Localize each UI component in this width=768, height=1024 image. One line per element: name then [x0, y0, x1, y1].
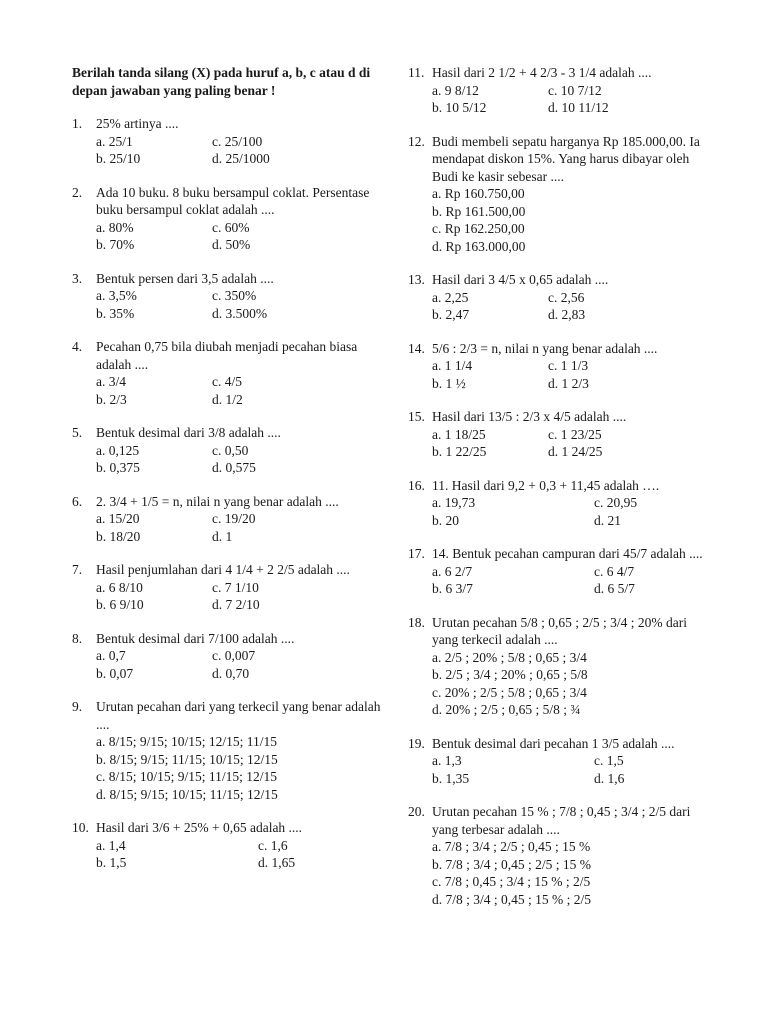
question-text: Urutan pecahan dari yang terkecil yang benar adalah ....: [96, 699, 381, 732]
answer-option[interactable]: d. 50%: [212, 237, 251, 252]
question-number: 5.: [72, 425, 83, 440]
answer-option[interactable]: c. 0,007: [212, 648, 256, 663]
question-number: 13.: [408, 272, 425, 287]
answer-option[interactable]: c. 1 1/3: [548, 358, 589, 373]
answer-option[interactable]: b. 10 5/12: [432, 100, 487, 115]
answer-option[interactable]: b. 35%: [96, 305, 135, 321]
question-item: [408, 614, 708, 719]
question-text: 14. Bentuk pecahan campuran dari 45/7 adalah ....: [432, 546, 703, 561]
answer-options: [72, 579, 382, 614]
answer-options: [408, 82, 708, 117]
question-number: 8.: [72, 630, 83, 646]
answer-options: [408, 838, 708, 908]
answer-option[interactable]: d. 2,83: [548, 307, 586, 322]
answer-option[interactable]: d. Rp 163.000,00: [432, 238, 526, 254]
answer-option[interactable]: a. 0,7: [96, 648, 126, 663]
answer-option[interactable]: a. 9 8/12: [432, 82, 479, 98]
question-stem: [408, 735, 708, 753]
answer-options: [72, 133, 382, 168]
answer-option[interactable]: a. 3/4: [96, 374, 126, 389]
question-text: Bentuk persen dari 3,5 adalah ....: [96, 270, 274, 286]
question-item: [72, 184, 382, 254]
answer-option[interactable]: d. 10 11/12: [548, 100, 609, 115]
question-stem: [72, 698, 382, 733]
question-stem: [72, 819, 382, 837]
answer-option[interactable]: a. 19,73: [432, 495, 476, 510]
answer-option[interactable]: b. 2,47: [432, 307, 470, 322]
answer-option[interactable]: d. 3.500%: [212, 305, 268, 321]
question-stem: [72, 424, 382, 442]
left-column: [72, 64, 382, 888]
answer-option[interactable]: c. 20% ; 2/5 ; 5/8 ; 0,65 ; 3/4: [432, 684, 587, 700]
answer-option[interactable]: c. 1 23/25: [548, 426, 602, 442]
answer-option[interactable]: b. 6 3/7: [432, 581, 473, 596]
answer-option[interactable]: d. 6 5/7: [594, 581, 635, 596]
answer-option[interactable]: d. 1: [212, 528, 233, 544]
answer-option[interactable]: b. 18/20: [96, 528, 141, 544]
answer-option[interactable]: b. 8/15; 9/15; 11/15; 10/15; 12/15: [96, 751, 278, 767]
answer-option[interactable]: d. 1/2: [212, 391, 243, 407]
answer-option[interactable]: a. 6 8/10: [96, 579, 143, 595]
answer-option[interactable]: c. 25/100: [212, 133, 263, 149]
question-stem: [408, 340, 708, 358]
question-text: Urutan pecahan 15 % ; 7/8 ; 0,45 ; 3/4 ; 2/5 dari yang terbesar adalah ....: [432, 804, 691, 837]
question-item: [408, 545, 708, 598]
answer-option[interactable]: c. 4/5: [212, 374, 242, 389]
question-stem: [72, 184, 382, 219]
answer-options: [72, 373, 382, 408]
answer-option[interactable]: c. 350%: [212, 288, 257, 303]
answer-options: [72, 837, 382, 872]
answer-option[interactable]: d. 7 2/10: [212, 597, 260, 612]
question-stem: [408, 614, 708, 649]
answer-option[interactable]: b. 6 9/10: [96, 597, 144, 612]
answer-option[interactable]: b. Rp 161.500,00: [432, 203, 526, 219]
question-number: 9.: [72, 699, 83, 714]
question-text: Urutan pecahan 5/8 ; 0,65 ; 2/5 ; 3/4 ; 20% dari yang terkecil adalah ....: [432, 614, 687, 647]
question-number: 17.: [408, 546, 425, 561]
question-item: [408, 133, 708, 256]
answer-option[interactable]: a. 3,5%: [96, 288, 137, 303]
question-text: Bentuk desimal dari 3/8 adalah ....: [96, 425, 281, 440]
question-stem: [408, 477, 708, 495]
question-stem: [72, 493, 382, 511]
answer-option[interactable]: b. 25/10: [96, 151, 141, 166]
answer-options: [72, 219, 382, 254]
answer-option[interactable]: a. 25/1: [96, 133, 133, 149]
question-number: 2.: [72, 184, 83, 200]
answer-option[interactable]: c. 2,56: [548, 289, 585, 305]
answer-option[interactable]: a. 8/15; 9/15; 10/15; 12/15; 11/15: [96, 734, 277, 749]
answer-option[interactable]: a. Rp 160.750,00: [432, 186, 525, 201]
answer-option[interactable]: b. 1 22/25: [432, 444, 487, 459]
answer-option[interactable]: c. 7/8 ; 0,45 ; 3/4 ; 15 % ; 2/5: [432, 874, 591, 889]
instructions-title: Berilah tanda silang (X) pada huruf a, b, c atau d di depan jawaban yang paling benar !: [72, 65, 371, 98]
question-text: Bentuk desimal dari 7/100 adalah ....: [96, 630, 295, 646]
answer-option[interactable]: d. 0,70: [212, 665, 250, 681]
question-item: [408, 477, 708, 530]
question-stem: [408, 545, 708, 563]
answer-option[interactable]: a. 80%: [96, 219, 134, 235]
answer-options: [408, 426, 708, 461]
question-stem: [408, 408, 708, 426]
question-stem: [408, 803, 708, 838]
question-number: 10.: [72, 820, 89, 835]
answer-option[interactable]: b. 2/3: [96, 391, 127, 407]
answer-option[interactable]: a. 1 18/25: [432, 426, 486, 442]
question-text: 5/6 : 2/3 = n, nilai n yang benar adalah ....: [432, 340, 658, 356]
answer-option[interactable]: c. 1,5: [594, 753, 624, 768]
answer-option[interactable]: c. Rp 162.250,00: [432, 221, 525, 236]
answer-option[interactable]: b. 7/8 ; 3/4 ; 0,45 ; 2/5 ; 15 %: [432, 856, 592, 872]
answer-option[interactable]: c. 19/20: [212, 511, 256, 526]
question-text: Pecahan 0,75 bila diubah menjadi pecahan biasa adalah ....: [96, 339, 358, 372]
question-item: [408, 408, 708, 461]
question-stem: [72, 270, 382, 288]
answer-option[interactable]: b. 1,35: [432, 770, 470, 786]
answer-option[interactable]: b. 2/5 ; 3/4 ; 20% ; 0,65 ; 5/8: [432, 667, 588, 682]
question-number: 15.: [408, 409, 425, 424]
answer-option[interactable]: d. 1 24/25: [548, 444, 603, 459]
answer-option[interactable]: c. 0,50: [212, 442, 249, 458]
question-stem: [72, 630, 382, 648]
question-number: 18.: [408, 614, 425, 630]
answer-options: [408, 357, 708, 392]
answer-options: [408, 289, 708, 324]
answer-options: [408, 185, 708, 255]
question-text: Hasil dari 3 4/5 x 0,65 adalah ....: [432, 272, 609, 287]
answer-option[interactable]: c. 10 7/12: [548, 82, 602, 98]
question-stem: [72, 561, 382, 579]
answer-options: [72, 733, 382, 803]
answer-options: [72, 442, 382, 477]
question-item: [408, 340, 708, 393]
question-number: 11.: [408, 65, 425, 80]
question-item: [408, 271, 708, 324]
answer-option[interactable]: b. 0,07: [96, 665, 134, 681]
question-item: [72, 424, 382, 477]
question-text: 11. Hasil dari 9,2 + 0,3 + 11,45 adalah ….: [432, 477, 660, 493]
question-item: [408, 803, 708, 908]
answer-option[interactable]: b. 1 ½: [432, 375, 466, 391]
question-item: [72, 630, 382, 683]
answer-option[interactable]: c. 7 1/10: [212, 579, 259, 595]
question-item: [72, 493, 382, 546]
answer-option[interactable]: d. 1,65: [258, 855, 296, 870]
answer-option[interactable]: a. 2/5 ; 20% ; 5/8 ; 0,65 ; 3/4: [432, 649, 587, 665]
answer-option[interactable]: d. 25/1000: [212, 151, 270, 166]
question-item: [408, 735, 708, 788]
question-number: 3.: [72, 270, 83, 286]
question-number: 1.: [72, 116, 83, 131]
answer-options: [408, 649, 708, 719]
question-number: 19.: [408, 735, 425, 751]
question-item: [72, 819, 382, 872]
answer-options: [72, 287, 382, 322]
answer-option[interactable]: d. 7/8 ; 3/4 ; 0,45 ; 15 % ; 2/5: [432, 891, 592, 907]
question-text: 2. 3/4 + 1/5 = n, nilai n yang benar adalah ....: [96, 493, 339, 509]
answer-option[interactable]: a. 7/8 ; 3/4 ; 2/5 ; 0,45 ; 15 %: [432, 839, 591, 854]
question-text: Hasil dari 2 1/2 + 4 2/3 - 3 1/4 adalah ....: [432, 65, 652, 80]
question-item: [72, 698, 382, 803]
right-column: [408, 64, 708, 924]
answer-option[interactable]: d. 1,6: [594, 770, 625, 786]
question-number: 20.: [408, 804, 425, 819]
question-number: 4.: [72, 339, 83, 354]
question-stem: [408, 133, 708, 186]
question-stem: [72, 338, 382, 373]
answer-option[interactable]: a. 1,4: [96, 837, 126, 853]
question-number: 12.: [408, 133, 425, 149]
answer-option[interactable]: c. 1,6: [258, 837, 288, 853]
question-item: [72, 561, 382, 614]
question-number: 7.: [72, 562, 83, 577]
question-stem: [408, 271, 708, 289]
question-text: Hasil dari 3/6 + 25% + 0,65 adalah ....: [96, 820, 303, 835]
answer-option[interactable]: d. 20% ; 2/5 ; 0,65 ; 5/8 ; ¾: [432, 702, 581, 717]
question-number: 14.: [408, 340, 425, 356]
answer-options: [72, 647, 382, 682]
answer-option[interactable]: b. 0,375: [96, 460, 140, 475]
answer-options: [408, 752, 708, 787]
question-text: Hasil penjumlahan dari 4 1/4 + 2 2/5 adalah ....: [96, 562, 350, 577]
answer-options: [72, 510, 382, 545]
question-stem: [408, 64, 708, 82]
answer-option[interactable]: a. 1,3: [432, 753, 462, 768]
answer-option[interactable]: c. 20,95: [594, 495, 638, 510]
answer-option[interactable]: a. 6 2/7: [432, 563, 473, 579]
answer-option[interactable]: b. 1,5: [96, 855, 127, 870]
answer-option[interactable]: a. 15/20: [96, 511, 140, 526]
question-text: Bentuk desimal dari pecahan 1 3/5 adalah ....: [432, 735, 675, 751]
answer-option[interactable]: d. 0,575: [212, 460, 256, 475]
answer-options: [408, 563, 708, 598]
answer-option[interactable]: d. 21: [594, 512, 621, 528]
question-item: [72, 338, 382, 408]
question-item: [72, 115, 382, 168]
question-item: [72, 270, 382, 323]
answer-option[interactable]: d. 1 2/3: [548, 375, 589, 391]
answer-option[interactable]: a. 0,125: [96, 442, 140, 458]
answer-options: [408, 494, 708, 529]
question-text: 25% artinya ....: [96, 116, 179, 131]
question-item: [408, 64, 708, 117]
answer-option[interactable]: a. 1 1/4: [432, 358, 473, 373]
question-number: 16.: [408, 477, 425, 493]
question-stem: [72, 115, 382, 133]
answer-option[interactable]: d. 8/15; 9/15; 10/15; 11/15; 12/15: [96, 786, 278, 802]
answer-option[interactable]: a. 2,25: [432, 289, 469, 305]
answer-option[interactable]: c. 6 4/7: [594, 563, 635, 579]
answer-option[interactable]: b. 70%: [96, 237, 135, 252]
question-text: Hasil dari 13/5 : 2/3 x 4/5 adalah ....: [432, 409, 627, 424]
answer-option[interactable]: c. 8/15; 10/15; 9/15; 11/15; 12/15: [96, 769, 277, 784]
answer-option[interactable]: b. 20: [432, 512, 459, 528]
question-text: Ada 10 buku. 8 buku bersampul coklat. Persentase buku bersampul coklat adalah ....: [96, 184, 370, 217]
question-number: 6.: [72, 493, 83, 509]
answer-option[interactable]: c. 60%: [212, 219, 250, 235]
question-text: Budi membeli sepatu harganya Rp 185.000,00. Ia mendapat diskon 15%. Yang harus dibayar oleh Budi ke kasir sebesar ....: [432, 133, 700, 184]
